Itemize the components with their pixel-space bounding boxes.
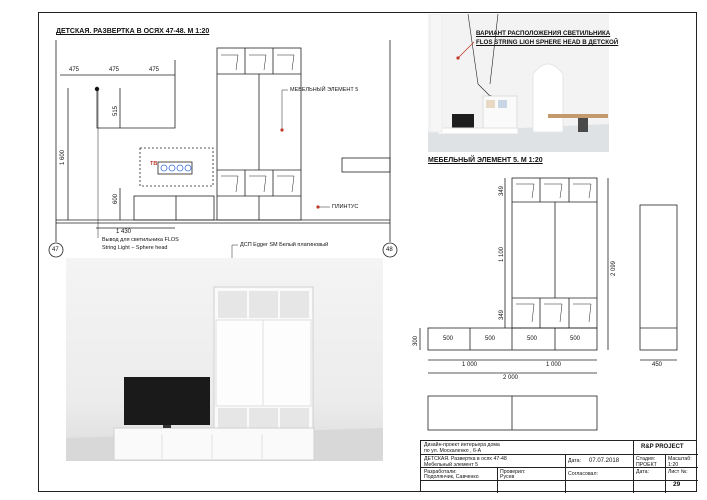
stamp-checked-label: Проверил: bbox=[500, 469, 526, 475]
stamp-project-line2: по ул. Москаленко , 6-А bbox=[424, 448, 482, 454]
cell-500-3: 500 bbox=[527, 336, 538, 342]
stamp-scale-label: Масштаб: bbox=[668, 456, 692, 462]
title-block bbox=[420, 440, 697, 492]
dim-600: 600 bbox=[113, 193, 119, 204]
lamp-note-line1: Вывод для светильника FLOS bbox=[102, 237, 179, 243]
element-label: МЕБЕЛЬНЫЙ ЭЛЕМЕНТ 5 bbox=[290, 87, 359, 93]
stamp-agreed-label: Согласовал: bbox=[568, 471, 598, 477]
dim-1100: 1 100 bbox=[499, 246, 505, 262]
stamp-stage-value: ПРОЕКТ bbox=[636, 462, 657, 468]
stamp-scale-value: 1:20 bbox=[668, 462, 679, 468]
cell-500-1: 500 bbox=[443, 336, 454, 342]
tv-label: ТВ bbox=[150, 161, 158, 167]
dim-515: 515 bbox=[113, 105, 119, 116]
stamp-checked-value: Русев bbox=[500, 474, 515, 480]
dim-1600: 1 600 bbox=[60, 149, 66, 165]
dim-475-3: 475 bbox=[149, 67, 160, 73]
dim-450: 450 bbox=[652, 362, 663, 368]
stamp-date2-label: Дата: bbox=[636, 469, 649, 475]
stamp-developed-label: Разработали: bbox=[424, 469, 457, 475]
photo-title-line1: ВАРИАНТ РАСПОЛОЖЕНИЯ СВЕТИЛЬНИКА bbox=[476, 30, 611, 37]
dim-2000: 2 000 bbox=[503, 375, 519, 381]
material-note: ДСП Egger SM Белый платиновый bbox=[240, 242, 329, 248]
stamp-date-label: Дата: bbox=[568, 458, 581, 464]
dim-1000-1: 1 000 bbox=[462, 362, 478, 368]
cell-500-2: 500 bbox=[485, 336, 496, 342]
dim-349-bottom: 349 bbox=[499, 309, 505, 320]
stamp-developed-value: Подолянчик, Савченко bbox=[424, 474, 479, 480]
dim-2099: 2 099 bbox=[611, 260, 617, 276]
lamp-note-line2: String Light – Sphere head bbox=[102, 245, 168, 251]
stamp-sheet-no-label: Лист №: bbox=[668, 469, 688, 475]
stamp-date-value: 07.07.2018 bbox=[589, 458, 620, 464]
axis-label-47: 47 bbox=[52, 247, 59, 253]
dim-1000-2: 1 000 bbox=[546, 362, 562, 368]
element-title: МЕБЕЛЬНЫЙ ЭЛЕМЕНТ 5. М 1:20 bbox=[428, 157, 543, 164]
stamp-company: R&P PROJECT bbox=[641, 444, 684, 450]
stamp-sheet-no-value: 29 bbox=[673, 481, 681, 488]
plinth-label: ПЛИНТУС bbox=[332, 204, 359, 210]
dim-349-top: 349 bbox=[499, 185, 505, 196]
dim-1430: 1 430 bbox=[116, 229, 132, 235]
dim-475-1: 475 bbox=[69, 67, 80, 73]
stamp-sheet-line1: ДЕТСКАЯ. Развертка в осях 47-48 bbox=[424, 456, 507, 462]
stamp-sheet-line2: Мебельный элемент 5 bbox=[424, 462, 478, 468]
dim-300: 300 bbox=[413, 335, 419, 346]
photo-title-line2: FLOS STRING LIGH SPHERE HEAD В ДЕТСКОЙ bbox=[476, 39, 619, 46]
axis-label-48: 48 bbox=[386, 247, 393, 253]
elevation-title: ДЕТСКАЯ. РАЗВЕРТКА В ОСЯХ 47-48. М 1:20 bbox=[56, 28, 210, 35]
stamp-project-line1: Дизайн-проект интерьера дома bbox=[424, 442, 500, 448]
cell-500-4: 500 bbox=[570, 336, 581, 342]
stamp-stage-label: Стадия: bbox=[636, 456, 656, 462]
dim-475-2: 475 bbox=[109, 67, 120, 73]
